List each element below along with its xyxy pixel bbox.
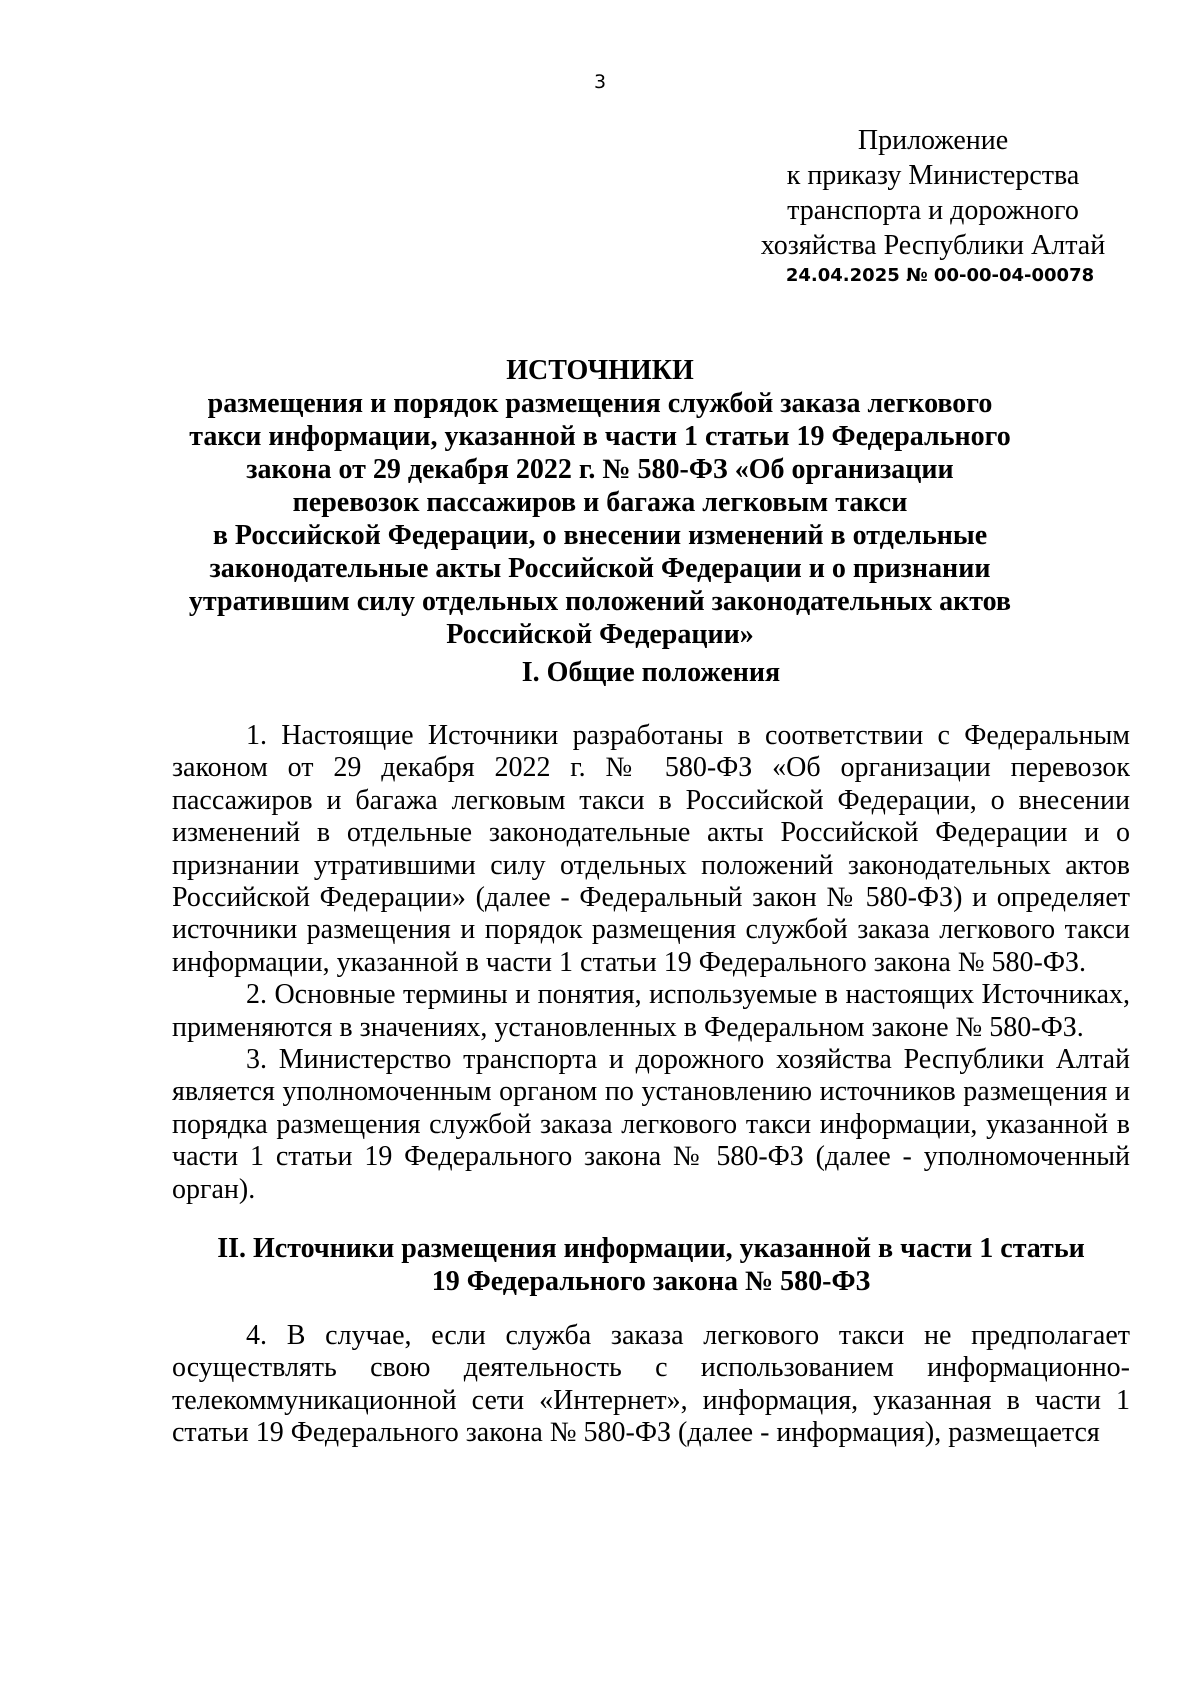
- document-title-line: закона от 29 декабря 2022 г. № 580-ФЗ «Об организации: [246, 454, 954, 485]
- section-heading-line: 19 Федерального закона № 580-ФЗ: [431, 1266, 871, 1297]
- section-2-heading: [172, 1232, 1130, 1298]
- document-title-line: такси информации, указанной в части 1 статьи 19 Федерального: [189, 421, 1011, 452]
- document-title-line: размещения и порядок размещения службой заказа легкового: [207, 388, 993, 419]
- document-title-line: законодательные акты Российской Федерации и о признании: [209, 553, 991, 584]
- document-title-line: Российской Федерации»: [446, 619, 754, 650]
- document-title-line: перевозок пассажиров и багажа легковым такси: [292, 487, 908, 518]
- document-title-main: ИСТОЧНИКИ: [506, 355, 694, 386]
- section-heading-line: I. Общие положения: [521, 657, 781, 688]
- section-2-body: [172, 1320, 1130, 1450]
- section-heading-line: II. Источники размещения информации, указанной в части 1 статьи: [217, 1233, 1085, 1264]
- annex-date-number: 24.04.2025 № 00-00-04-00078: [785, 265, 1095, 286]
- page-number: 3: [593, 71, 607, 93]
- paragraph-2: 2. Основные термины и понятия, используемые в настоящих Источниках, применяются в значениях, установленных в Федеральном законе № 580-ФЗ.: [172, 979, 1130, 1043]
- document-title-line: в Российской Федерации, о внесении изменений в отдельные: [212, 520, 988, 551]
- annex-block: [748, 123, 1118, 263]
- document-title-line: утратившим силу отдельных положений законодательных актов: [188, 586, 1012, 617]
- section-1-body: [172, 720, 1130, 1206]
- document-title: [120, 354, 1080, 651]
- paragraph-1: 1. Настоящие Источники разработаны в соответствии с Федеральным законом от 29 декабря 2022 г. № 580-ФЗ «Об организации перевозок пассажиров и багажа легковым такси в Российской Федерации, о внесении изменений в отдельные законодательные акты Российской Федерации и о признании утратившими силу отдельных положений законодательных актов Российской Федерации» (далее - Федеральный закон № 580-ФЗ) и определяет источники размещения и порядок размещения службой заказа легкового такси информации, указанной в части 1 статьи 19 Федерального закона № 580-ФЗ.: [172, 720, 1130, 978]
- annex-line: транспорта и дорожного: [787, 195, 1079, 226]
- paragraph-3: 3. Министерство транспорта и дорожного хозяйства Республики Алтай является уполномоченным органом по установлению источников размещения и порядка размещения службой заказа легкового такси информации, указанной в части 1 статьи 19 Федерального закона № 580-ФЗ (далее - уполномоченный орган).: [172, 1044, 1130, 1205]
- annex-line: Приложение: [857, 125, 1009, 156]
- annex-line: к приказу Министерства: [786, 160, 1080, 191]
- annex-line: хозяйства Республики Алтай: [760, 230, 1106, 261]
- section-1-heading: [172, 656, 1130, 689]
- paragraph-4: 4. В случае, если служба заказа легкового такси не предполагает осуществлять свою деятельность с использованием информационно-телекоммуникационной сети «Интернет», информация, указанная в части 1 статьи 19 Федерального закона № 580-ФЗ (далее - информация), размещается: [172, 1320, 1130, 1449]
